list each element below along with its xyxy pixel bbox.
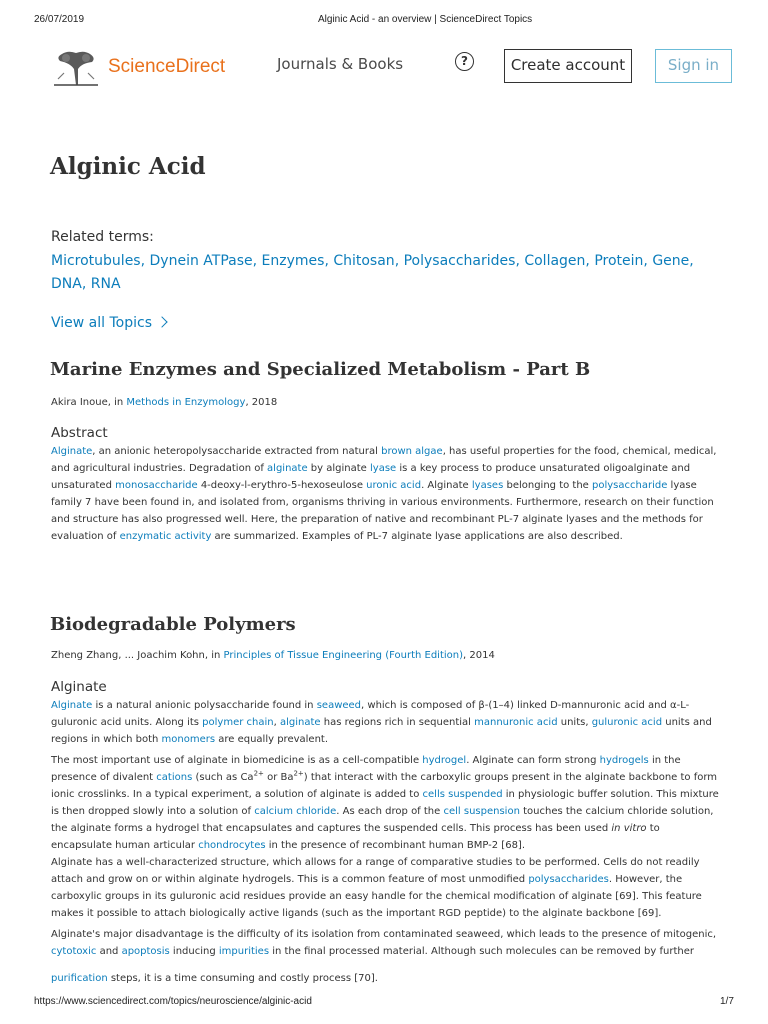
create-account-button[interactable]: Create account — [504, 49, 632, 83]
year-text: , 2018 — [245, 397, 278, 408]
inline-link[interactable]: calcium chloride — [254, 806, 337, 817]
inline-link[interactable]: monomers — [161, 734, 216, 745]
inline-link[interactable]: uronic acid — [366, 480, 422, 491]
related-term[interactable]: Chitosan — [333, 253, 395, 269]
inline-link[interactable]: cells suspended — [422, 789, 503, 800]
body-paragraph: Alginate is a natural anionic polysaccharide found in seaweed, which is composed of β-(1–4) linked D-mannuronic acid and α-L-guluronic acid units. Along its polymer chain, alginate has regions rich in sequential mannuronic acid units, guluronic acid units and regions in which both monomers are equally prevalent. — [51, 700, 712, 745]
sign-in-button[interactable]: Sign in — [655, 49, 732, 83]
section-subtitle: Alginate — [51, 679, 107, 695]
print-page-number: 1/7 — [720, 996, 734, 1007]
body-paragraph: purification steps, it is a time consuming and costly process [70]. — [51, 973, 378, 984]
related-term[interactable]: Enzymes — [261, 253, 325, 269]
related-terms-list: Microtubules, Dynein ATPase, Enzymes, Chitosan, Polysaccharides, Collagen, Protein, Gene, DNA, RNA — [51, 253, 694, 292]
inline-link[interactable]: cell suspension — [443, 806, 520, 817]
section-title[interactable]: Biodegradable Polymers — [50, 614, 296, 635]
inline-link[interactable]: purification — [51, 973, 108, 984]
inline-link[interactable]: monosaccharide — [115, 480, 198, 491]
inline-link[interactable]: alginate — [267, 463, 308, 474]
inline-link[interactable]: lyases — [471, 480, 504, 491]
inline-link[interactable]: polysaccharides — [528, 874, 609, 885]
related-term[interactable]: Microtubules — [51, 253, 141, 269]
body-paragraph: The most important use of alginate in biomedicine is as a cell-compatible hydrogel. Alginate can form strong hydrogels in the presence of divalent cations (such as $Ca^{2+}$ or $Ba^{2+}$) that interact with the carboxylic groups present in the alginate backbone to form ionic crosslinks. In a typical experiment, a solution of alginate is added to cells suspended in physiologic buffer solution. This mixture is then dropped slowly into a solution of calcium chloride. As each drop of the cell suspension touches the calcium chloride solution, the alginate forms a hydrogel that encapsulates and captures the suspended cells. This process has been used in vitro to encapsulate human articular chondrocytes in the presence of recombinant human BMP-2 [68]. — [51, 755, 719, 851]
print-title: Alginic Acid - an overview | ScienceDirect Topics — [318, 14, 533, 25]
inline-link[interactable]: guluronic acid — [591, 717, 663, 728]
section-subtitle: Abstract — [51, 425, 108, 441]
section-authors — [51, 397, 277, 408]
print-url: https://www.sciencedirect.com/topics/neuroscience/alginic-acid — [34, 996, 312, 1007]
view-all-label: View all Topics — [51, 315, 152, 331]
related-terms-label: Related terms: — [51, 229, 154, 245]
related-term[interactable]: Collagen — [524, 253, 586, 269]
body-paragraph: Alginate's major disadvantage is the difficulty of its isolation from contaminated seaweed, which leads to the presence of mitogenic, cytotoxic and apoptosis inducing impurities in the final processed material. Although such molecules can be removed by further — [51, 929, 717, 957]
section-authors — [51, 650, 495, 661]
view-all-topics-link[interactable] — [51, 315, 166, 331]
source-link[interactable]: Methods in Enzymology — [126, 397, 246, 408]
inline-link[interactable]: enzymatic activity — [119, 531, 212, 542]
inline-link[interactable]: Alginate — [51, 700, 93, 711]
author-text: Zheng Zhang, ... Joachim Kohn, in — [51, 650, 224, 661]
abstract-paragraph: Alginate, an anionic heteropolysaccharide extracted from natural brown algae, has useful properties for the food, chemical, medical, and agricultural industries. Degradation of alginate by alginate lyase is a key process to produce unsaturated oligoalginate and unsaturated monosaccharide 4-deoxy-l-erythro-5-hexoseulose uronic acid. Alginate lyases belonging to the polysaccharide lyase family 7 have been found in, and isolated from, organisms thriving in various environments. Furthermore, research on their function and structure has also progressed well. Here, the preparation of native and recombinant PL-7 alginate lyases and the methods for evaluation of enzymatic activity are summarized. Examples of PL-7 alginate lyase applications are also described. — [51, 446, 717, 542]
inline-link[interactable]: hydrogels — [599, 755, 649, 766]
inline-link[interactable]: chondrocytes — [198, 840, 266, 851]
author-text: Akira Inoue, in — [51, 397, 127, 408]
section-title[interactable]: Marine Enzymes and Specialized Metabolism - Part B — [50, 359, 591, 380]
inline-link[interactable]: alginate — [279, 717, 321, 728]
chevron-right-icon — [156, 316, 167, 327]
year-text: , 2014 — [463, 650, 495, 661]
related-term[interactable]: Polysaccharides — [403, 253, 516, 269]
inline-link[interactable]: cytotoxic — [51, 946, 97, 957]
inline-link[interactable]: polysaccharide — [592, 480, 668, 491]
related-term[interactable]: Protein — [594, 253, 644, 269]
inline-link[interactable]: lyase — [370, 463, 397, 474]
inline-link[interactable]: mannuronic acid — [474, 717, 558, 728]
journals-books-link[interactable]: Journals & Books — [277, 55, 404, 73]
related-term[interactable]: RNA — [90, 276, 121, 292]
source-link[interactable]: Principles of Tissue Engineering (Fourth Edition) — [223, 650, 464, 661]
body-paragraph: Alginate has a well-characterized structure, which allows for a range of comparative studies to be performed. Cells do not readily attach and grow on or within alginate hydrogels. This is a common feature of most unmodified polysaccharides. However, the carboxylic groups in its guluronic acid residues provide an easy handle for the chemical modification of alginate [69]. This feature makes it possible to attach biologically active ligands (such as the important RGD peptide) to the alginate backbone [69]. — [51, 857, 702, 919]
inline-link[interactable]: polymer chain — [202, 717, 274, 728]
inline-link[interactable]: seaweed — [316, 700, 362, 711]
help-icon[interactable]: ? — [455, 52, 474, 71]
page-title: Alginic Acid — [50, 153, 206, 180]
brand-name[interactable]: ScienceDirect — [108, 56, 226, 77]
elsevier-tree-logo[interactable] — [50, 49, 102, 87]
inline-link[interactable]: apoptosis — [121, 946, 170, 957]
related-term[interactable]: Gene — [652, 253, 690, 269]
related-term[interactable]: DNA — [51, 276, 82, 292]
related-term[interactable]: Dynein ATPase — [149, 253, 253, 269]
print-date: 26/07/2019 — [34, 14, 85, 25]
inline-link[interactable]: Alginate — [51, 446, 93, 457]
inline-link[interactable]: hydrogel — [422, 755, 467, 766]
inline-link[interactable]: brown algae — [381, 446, 443, 457]
inline-link[interactable]: impurities — [218, 946, 270, 957]
inline-link[interactable]: cations — [156, 772, 193, 783]
